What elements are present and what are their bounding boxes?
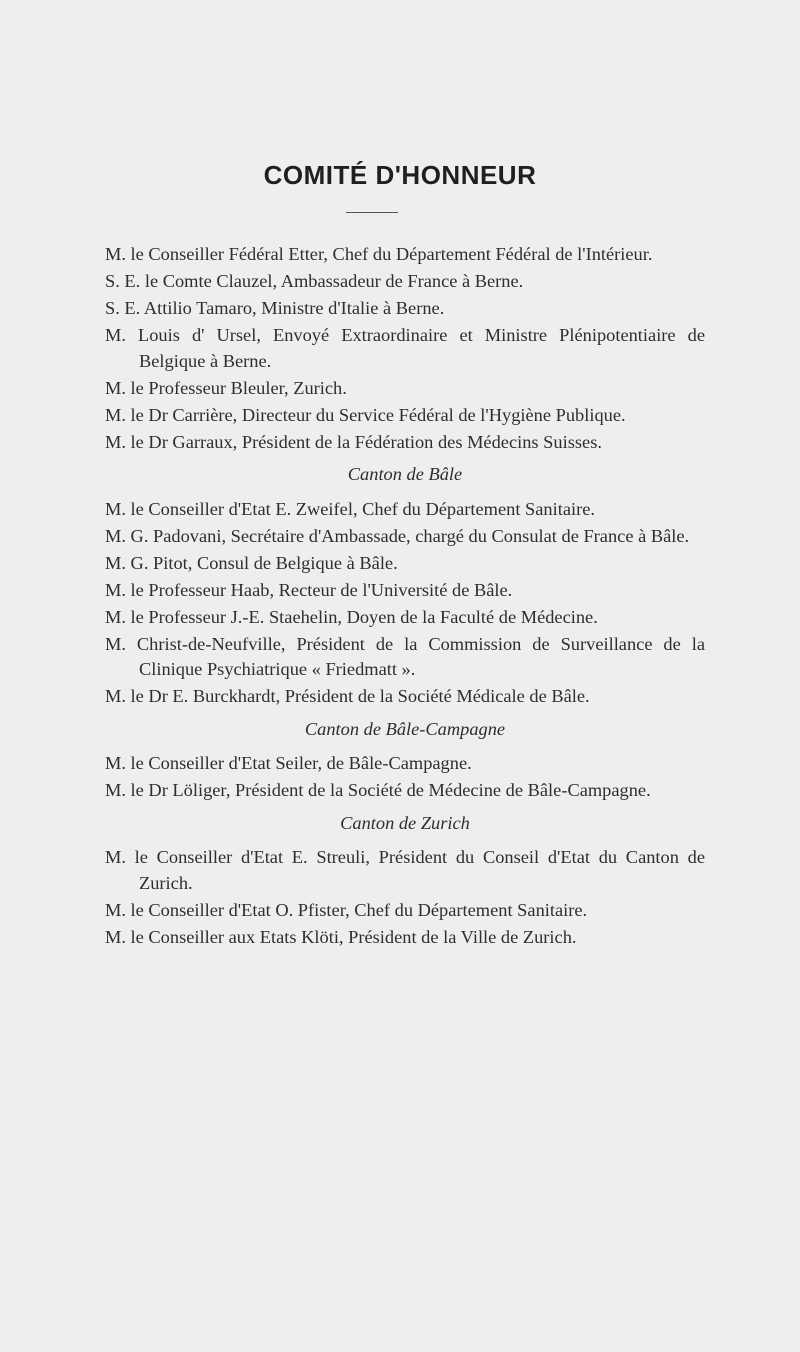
- list-item: M. le Conseiller d'Etat E. Streuli, Président du Conseil d'Etat du Canton de Zurich.: [105, 847, 705, 893]
- committee-list: [105, 242, 705, 952]
- list-item: S. E. Attilio Tamaro, Ministre d'Italie à Berne.: [105, 298, 445, 318]
- list-item: M. le Conseiller d'Etat Seiler, de Bâle-Campagne.: [105, 753, 472, 773]
- section-heading-bale: Canton de Bâle: [347, 464, 463, 484]
- list-item: M. le Professeur Bleuler, Zurich.: [105, 377, 347, 398]
- section-heading-bale-campagne: Canton de Bâle-Campagne: [304, 718, 506, 739]
- list-item: M. le Conseiller d'Etat O. Pfister, Chef du Département Sanitaire.: [105, 899, 588, 920]
- title-divider: [346, 212, 398, 213]
- list-item: M. Christ-de-Neufville, Président de la Commission de Surveillance de la Clinique Psychiatrique « Friedmatt ».: [105, 633, 705, 679]
- list-item: M. G. Pitot, Consul de Belgique à Bâle.: [105, 552, 398, 573]
- list-item: M. le Dr Löliger, Président de la Société de Médecine de Bâle-Campagne.: [105, 780, 651, 800]
- list-item: M. le Professeur J.-E. Staehelin, Doyen de la Faculté de Médecine.: [105, 606, 598, 627]
- list-item: M. le Dr E. Burckhardt, Président de la Société Médicale de Bâle.: [105, 686, 590, 706]
- page-title: COMITÉ D'HONNEUR: [263, 160, 537, 190]
- section-heading-zurich: Canton de Zurich: [340, 812, 470, 833]
- list-item: M. le Dr Carrière, Directeur du Service Fédéral de l'Hygiène Publique.: [105, 404, 626, 425]
- list-item: M. le Conseiller d'Etat E. Zweifel, Chef du Département Sanitaire.: [105, 498, 596, 519]
- list-item: M. le Conseiller aux Etats Klöti, Président de la Ville de Zurich.: [105, 926, 577, 947]
- list-item: M. le Professeur Haab, Recteur de l'Université de Bâle.: [105, 579, 513, 600]
- list-item: M. le Dr Garraux, Président de la Fédération des Médecins Suisses.: [105, 431, 602, 452]
- list-item: M. G. Padovani, Secrétaire d'Ambassade, chargé du Consulat de France à Bâle.: [105, 525, 690, 546]
- list-item: S. E. le Comte Clauzel, Ambassadeur de France à Berne.: [105, 271, 524, 291]
- list-item: M. le Conseiller Fédéral Etter, Chef du Département Fédéral de l'Intérieur.: [105, 244, 653, 264]
- list-item: M. Louis d' Ursel, Envoyé Extraordinaire et Ministre Plénipotentiaire de Belgique à Berne.: [105, 325, 705, 371]
